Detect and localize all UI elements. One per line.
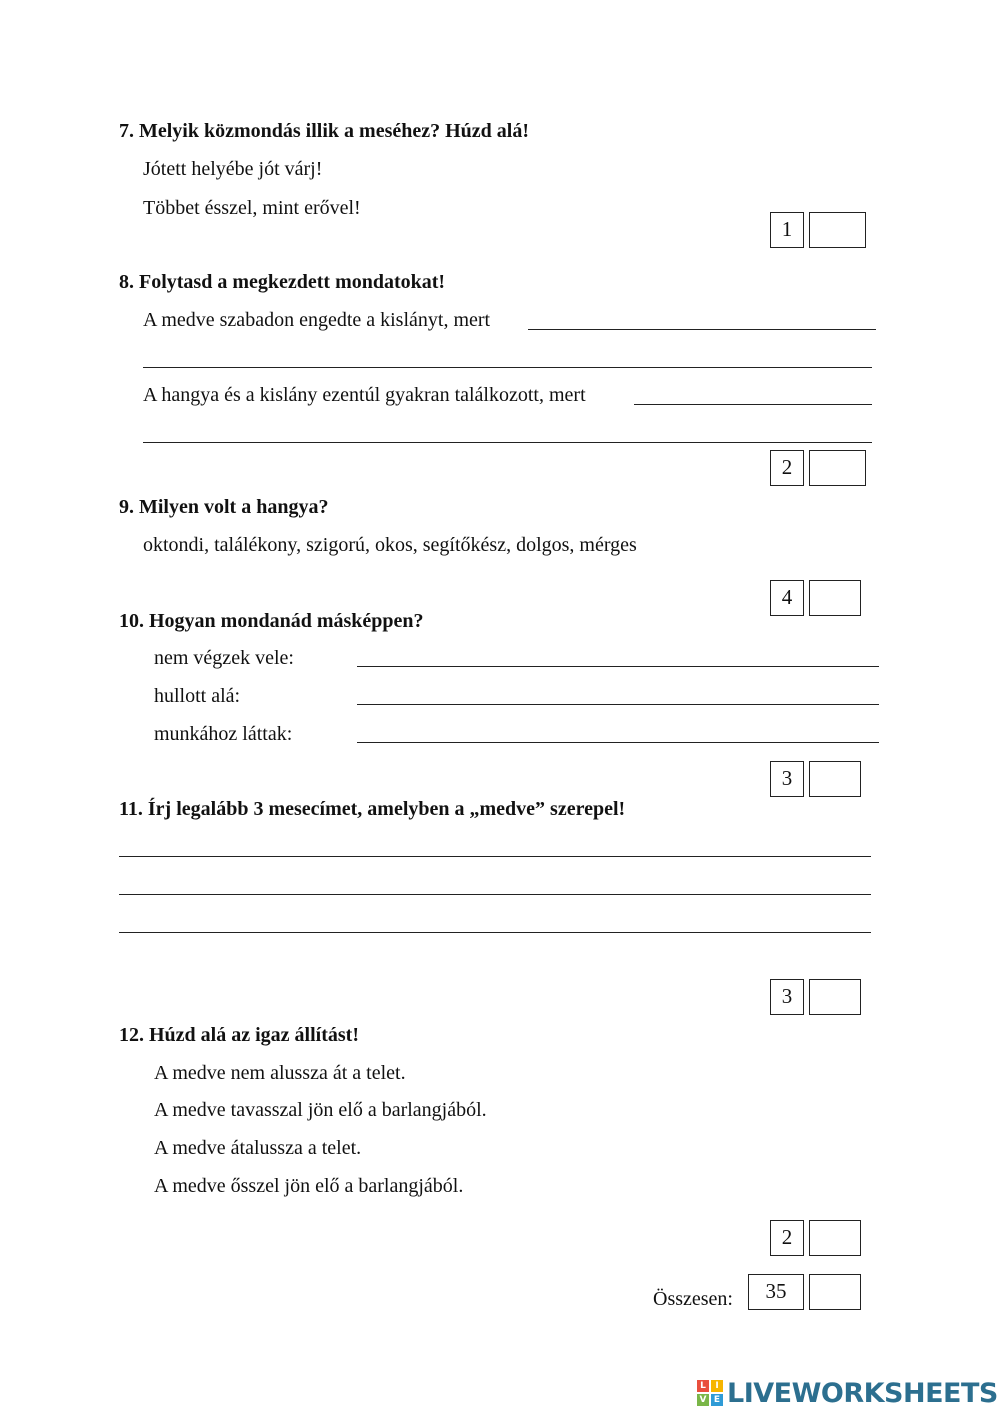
q11-answer-line-3[interactable]: [119, 932, 871, 933]
q12-statement-2[interactable]: A medve tavasszal jön elő a barlangjából.: [154, 1099, 487, 1121]
q10-phrase-3: munkához láttak:: [154, 723, 293, 745]
q10-phrase-1: nem végzek vele:: [154, 647, 294, 669]
logo-letter-i: I: [711, 1380, 723, 1392]
q11-max-points: 3: [770, 979, 804, 1015]
total-max-points: 35: [748, 1274, 804, 1310]
q8-score-box[interactable]: [809, 450, 866, 486]
q10-title: 10. Hogyan mondanád másképpen?: [119, 610, 424, 632]
q12-score-box[interactable]: [809, 1220, 861, 1256]
q10-answer-line-2[interactable]: [357, 704, 879, 705]
logo-letter-v: V: [697, 1394, 709, 1406]
logo-mark-icon: [697, 1380, 723, 1406]
liveworksheets-logo[interactable]: [697, 1378, 998, 1408]
q10-max-points: 3: [770, 761, 804, 797]
q10-answer-line-3[interactable]: [357, 742, 879, 743]
q7-max-points: 1: [770, 212, 804, 248]
total-label: Összesen:: [653, 1288, 733, 1310]
q8-sentence-1: A medve szabadon engedte a kislányt, mert: [143, 309, 491, 331]
q8-max-points: 2: [770, 450, 804, 486]
q12-max-points: 2: [770, 1220, 804, 1256]
logo-text: LIVEWORKSHEETS: [727, 1377, 998, 1409]
q8-answer-line-2a[interactable]: [634, 404, 872, 405]
q7-title: 7. Melyik közmondás illik a meséhez? Húzd alá!: [119, 120, 529, 142]
logo-letter-e: E: [711, 1394, 723, 1406]
q12-statement-4[interactable]: A medve ősszel jön elő a barlangjából.: [154, 1175, 464, 1197]
q11-answer-line-1[interactable]: [119, 856, 871, 857]
q7-score-box[interactable]: [809, 212, 866, 248]
q8-answer-line-1a[interactable]: [528, 329, 876, 330]
q12-statement-1[interactable]: A medve nem alussza át a telet.: [154, 1062, 406, 1084]
q12-statement-3[interactable]: A medve átalussza a telet.: [154, 1137, 362, 1159]
q11-title: 11. Írj legalább 3 mesecímet, amelyben a „medve” szerepel!: [119, 798, 626, 820]
q9-score-box[interactable]: [809, 580, 861, 616]
q7-option-2[interactable]: Többet ésszel, mint erővel!: [143, 197, 361, 219]
q12-title: 12. Húzd alá az igaz állítást!: [119, 1024, 359, 1046]
q8-sentence-2: A hangya és a kislány ezentúl gyakran találkozott, mert: [143, 384, 586, 406]
q9-word-list[interactable]: oktondi, találékony, szigorú, okos, segítőkész, dolgos, mérges: [143, 534, 637, 556]
q9-title: 9. Milyen volt a hangya?: [119, 496, 329, 518]
q7-option-1[interactable]: Jótett helyébe jót várj!: [143, 158, 323, 180]
q11-score-box[interactable]: [809, 979, 861, 1015]
q9-max-points: 4: [770, 580, 804, 616]
q8-answer-line-2b[interactable]: [143, 442, 872, 443]
q8-answer-line-1b[interactable]: [143, 367, 872, 368]
total-score-box[interactable]: [809, 1274, 861, 1310]
q10-score-box[interactable]: [809, 761, 861, 797]
logo-letter-l: L: [697, 1380, 709, 1392]
q10-answer-line-1[interactable]: [357, 666, 879, 667]
q8-title: 8. Folytasd a megkezdett mondatokat!: [119, 271, 446, 293]
q11-answer-line-2[interactable]: [119, 894, 871, 895]
q10-phrase-2: hullott alá:: [154, 685, 241, 707]
